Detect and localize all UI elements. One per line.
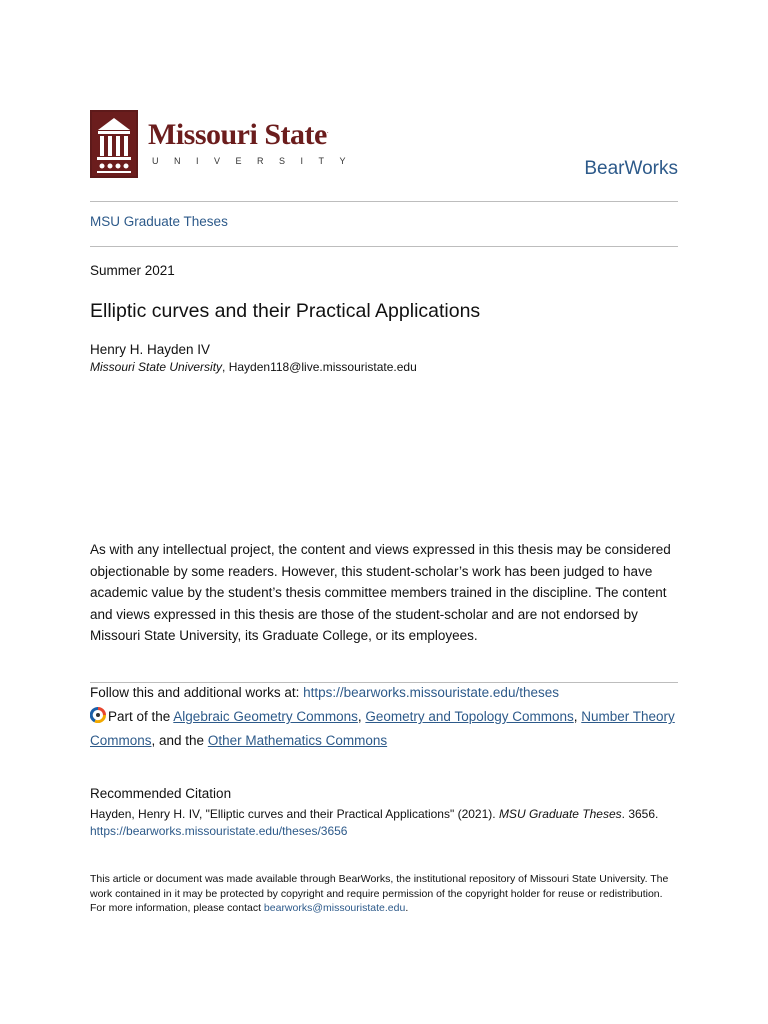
author-name: Henry H. Hayden IV (90, 342, 211, 357)
network-icon (90, 707, 106, 730)
divider (90, 246, 678, 247)
citation-url-link[interactable]: https://bearworks.missouristate.edu/theses/3656 (90, 824, 348, 838)
citation-heading: Recommended Citation (90, 786, 232, 801)
citation-text: Hayden, Henry H. IV, "Elliptic curves and their Practical Applications" (2021). MSU Graduate Theses. 3656. https://bearworks.missouristate.edu/theses/3656 (90, 807, 659, 838)
logo-wordmark: Missouri State. (148, 118, 329, 151)
author-affiliation: Missouri State University, Hayden118@live.missouristate.edu (90, 360, 417, 374)
geometry-topology-commons-link[interactable]: Geometry and Topology Commons (365, 709, 574, 724)
author-email: Hayden118@live.missouristate.edu (228, 360, 417, 374)
repository-notice: This article or document was made available through BearWorks, the institutional repository of Missouri State University. The work contained in it may be protected by copyright and require permission of the copyright holder for reuse or redistribution. For more information, please contact bearworks@missouristate.edu. (90, 873, 669, 914)
publication-date: Summer 2021 (90, 263, 175, 278)
document-title: Elliptic curves and their Practical Applications (90, 300, 481, 322)
other-mathematics-commons-link[interactable]: Other Mathematics Commons (207, 733, 388, 748)
divider (90, 682, 678, 683)
divider (90, 201, 678, 202)
institution: Missouri State University (90, 360, 223, 374)
algebraic-geometry-commons-link[interactable]: Algebraic Geometry Commons (173, 709, 358, 724)
contact-email-link[interactable]: bearworks@missouristate.edu (263, 902, 406, 914)
theses-collection-link[interactable]: https://bearworks.missouristate.edu/theses (303, 685, 559, 700)
logo-subline: UNIVERSITY (152, 156, 362, 166)
follow-line: Follow this and additional works at: https://bearworks.missouristate.edu/theses (90, 685, 559, 700)
collection-link[interactable]: MSU Graduate Theses (90, 214, 228, 229)
missouri-state-logo (90, 110, 380, 182)
disclaimer-text: As with any intellectual project, the content and views expressed in this thesis may be considered objectionable by some readers. However, this student-scholar’s work has been judged to have academic value by the student’s thesis committee members trained in the discipline. The content and views expressed in this thesis are those of the student-scholar and are not endorsed by Missouri State University, its Graduate College, or its employees. (90, 542, 671, 643)
building-emblem-icon (90, 110, 138, 178)
repository-link[interactable]: BearWorks (584, 158, 678, 179)
part-of-commons: Part of the Algebraic Geometry Commons, Geometry and Topology Commons, Number Theory Commons, and the Other Mathematics Commons (90, 709, 675, 748)
number-theory-commons-link[interactable]: Number Theory Commons (90, 709, 675, 748)
